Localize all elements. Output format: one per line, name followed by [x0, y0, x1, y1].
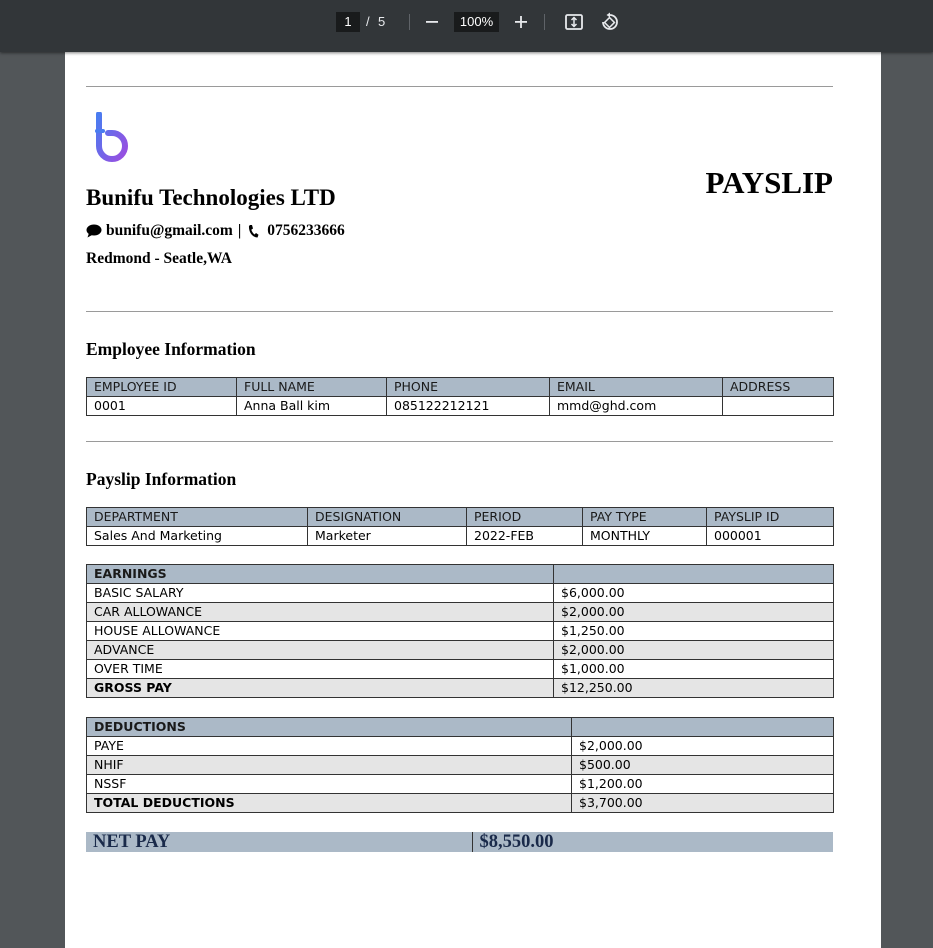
period-value: 2022-FEB [467, 527, 583, 546]
deduction-label: PAYE [87, 737, 572, 756]
payslip-id-header: PAYSLIP ID [707, 508, 834, 527]
document-page [65, 52, 881, 948]
phone-header: PHONE [387, 378, 550, 397]
earning-amount: $2,000.00 [554, 641, 834, 660]
earning-label: HOUSE ALLOWANCE [87, 622, 554, 641]
period-header: PERIOD [467, 508, 583, 527]
department-value: Sales And Marketing [87, 527, 308, 546]
company-phone: 0756233666 [267, 222, 345, 239]
table-row [87, 603, 834, 622]
employee-table [86, 377, 834, 416]
table-row [87, 397, 834, 416]
deduction-amount: $1,200.00 [572, 775, 834, 794]
designation-value: Marketer [308, 527, 467, 546]
deductions-table [86, 717, 834, 813]
table-row [87, 527, 834, 546]
earnings-header: EARNINGS [87, 565, 554, 584]
page-number-input[interactable] [336, 12, 360, 32]
zoom-out-button[interactable] [419, 10, 445, 34]
address-value [723, 397, 834, 416]
gross-pay-label: GROSS PAY [87, 679, 554, 698]
department-header: DEPARTMENT [87, 508, 308, 527]
table-header-row [87, 508, 834, 527]
total-deductions-amount: $3,700.00 [572, 794, 834, 813]
company-name: Bunifu Technologies LTD [86, 185, 336, 210]
table-header-row [87, 565, 834, 584]
earning-amount: $2,000.00 [554, 603, 834, 622]
deductions-header: DEDUCTIONS [87, 718, 572, 737]
toolbar-divider [544, 14, 545, 30]
table-row [87, 775, 834, 794]
table-row [87, 737, 834, 756]
table-header-row [87, 378, 834, 397]
payslip-section-title: Payslip Information [86, 469, 237, 489]
net-pay-amount: $8,550.00 [472, 832, 833, 852]
company-email: bunifu@gmail.com [106, 222, 233, 239]
net-pay-row [86, 832, 833, 852]
earning-amount: $1,000.00 [554, 660, 834, 679]
company-address: Redmond - Seatle,WA [86, 250, 232, 267]
table-row [87, 660, 834, 679]
payslip-id-value: 000001 [707, 527, 834, 546]
deductions-amount-header [572, 718, 834, 737]
employee-id-value: 0001 [87, 397, 237, 416]
earning-amount: $6,000.00 [554, 584, 834, 603]
full-name-header: FULL NAME [237, 378, 387, 397]
divider-line [86, 311, 833, 312]
earning-label: CAR ALLOWANCE [87, 603, 554, 622]
company-contact [86, 222, 345, 240]
chat-bubble-icon [86, 224, 102, 238]
fit-to-page-button[interactable] [561, 10, 587, 34]
phone-value: 085122212121 [387, 397, 550, 416]
rotate-icon [600, 12, 620, 32]
toolbar-divider [409, 14, 410, 30]
deduction-amount: $500.00 [572, 756, 834, 775]
deduction-label: NHIF [87, 756, 572, 775]
document-title: PAYSLIP [705, 165, 833, 200]
table-row [87, 622, 834, 641]
bunifu-logo-icon [94, 112, 130, 164]
earnings-amount-header [554, 565, 834, 584]
payslip-table [86, 507, 834, 546]
divider-line [86, 86, 833, 87]
deduction-label: NSSF [87, 775, 572, 794]
pay-type-header: PAY TYPE [583, 508, 707, 527]
total-deductions-row [87, 794, 834, 813]
earning-label: ADVANCE [87, 641, 554, 660]
earning-label: BASIC SALARY [87, 584, 554, 603]
net-pay-label: NET PAY [86, 832, 472, 852]
earnings-table [86, 564, 834, 698]
gross-pay-amount: $12,250.00 [554, 679, 834, 698]
page-total: 5 [378, 14, 386, 29]
pay-type-value: MONTHLY [583, 527, 707, 546]
employee-section-title: Employee Information [86, 339, 256, 359]
phone-icon [247, 224, 259, 239]
page-separator: / [366, 14, 370, 29]
net-pay-table [86, 832, 833, 852]
zoom-in-button[interactable] [508, 10, 534, 34]
full-name-value: Anna Ball kim [237, 397, 387, 416]
email-value: mmd@ghd.com [550, 397, 723, 416]
gross-pay-row [87, 679, 834, 698]
plus-icon [514, 15, 528, 29]
address-header: ADDRESS [723, 378, 834, 397]
employee-id-header: EMPLOYEE ID [87, 378, 237, 397]
total-deductions-label: TOTAL DEDUCTIONS [87, 794, 572, 813]
earning-label: OVER TIME [87, 660, 554, 679]
contact-divider: | [237, 222, 242, 239]
table-row [87, 756, 834, 775]
email-header: EMAIL [550, 378, 723, 397]
table-row [87, 584, 834, 603]
minus-icon [425, 15, 439, 29]
fit-page-icon [564, 13, 584, 31]
pdf-toolbar [0, 0, 933, 52]
designation-header: DESIGNATION [308, 508, 467, 527]
rotate-button[interactable] [597, 10, 623, 34]
table-row [87, 641, 834, 660]
earning-amount: $1,250.00 [554, 622, 834, 641]
zoom-level-input[interactable]: 100% [454, 12, 499, 32]
divider-line [86, 441, 833, 442]
table-header-row [87, 718, 834, 737]
deduction-amount: $2,000.00 [572, 737, 834, 756]
